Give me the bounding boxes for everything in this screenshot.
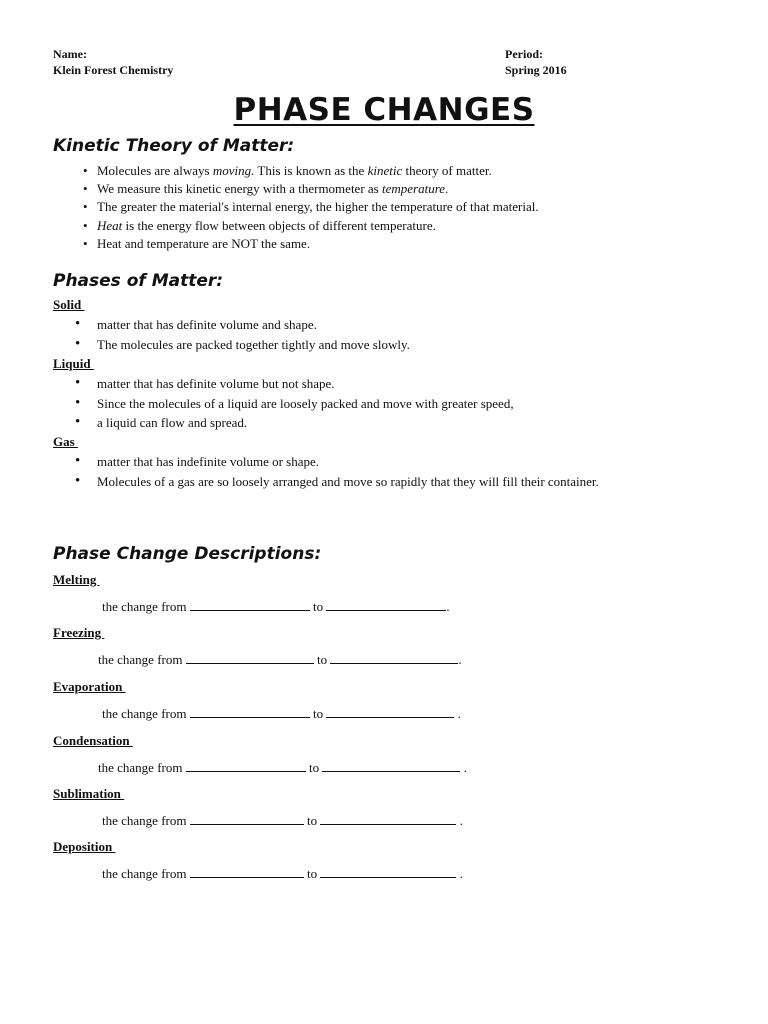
- evaporation-row: [102, 705, 461, 722]
- row-end: .: [460, 760, 467, 775]
- row-text: to: [312, 599, 324, 614]
- text: This is known as the: [254, 163, 368, 178]
- gas-list: [97, 452, 599, 491]
- from-blank[interactable]: [190, 865, 304, 878]
- from-blank[interactable]: [186, 759, 306, 772]
- page-title: PHASE CHANGES: [233, 92, 535, 128]
- text: theory of matter.: [402, 163, 492, 178]
- to-blank[interactable]: [326, 705, 454, 718]
- evaporation-label: Evaporation: [53, 679, 126, 694]
- to-blank[interactable]: [330, 651, 458, 664]
- deposition-label: Deposition: [53, 839, 116, 854]
- solid-list: [97, 315, 410, 354]
- list-item: [97, 162, 539, 180]
- row-text: the change from: [102, 813, 187, 828]
- from-blank[interactable]: [190, 705, 310, 718]
- list-item: [97, 217, 539, 235]
- liquid-list: [97, 374, 514, 433]
- list-item: • a liquid can flow and spread.: [97, 413, 514, 433]
- text: Molecules are always: [97, 163, 213, 178]
- sublimation-row: [102, 812, 463, 829]
- kinetic-theory-heading: Kinetic Theory of Matter:: [53, 136, 295, 156]
- to-blank[interactable]: [320, 865, 456, 878]
- list-item: • Since the molecules of a liquid are loosely packed and move with greater speed,: [97, 394, 514, 414]
- list-item: [97, 180, 539, 198]
- gas-label: Gas: [53, 434, 78, 449]
- to-blank[interactable]: [326, 598, 446, 611]
- period-label: Period:: [505, 47, 543, 61]
- list-item: • matter that has indefinite volume or shape.: [97, 452, 599, 472]
- list-item: • matter that has definite volume but not shape.: [97, 374, 514, 394]
- row-text: to: [316, 652, 328, 667]
- phases-heading: Phases of Matter:: [53, 271, 224, 291]
- emphasis: kinetic: [367, 163, 403, 178]
- row-end: .: [456, 866, 463, 881]
- row-text: the change from: [102, 599, 187, 614]
- list-item: • matter that has definite volume and shape.: [97, 315, 410, 335]
- emphasis: temperature: [381, 181, 446, 197]
- freezing-label: Freezing: [53, 625, 105, 640]
- row-text: the change from: [98, 760, 183, 775]
- descriptions-heading: Phase Change Descriptions:: [53, 544, 322, 564]
- text: is the energy flow between objects of different temperature.: [122, 217, 436, 233]
- sublimation-label: Sublimation: [53, 786, 125, 801]
- class-name: Klein Forest Chemistry: [53, 63, 174, 77]
- list-item: • The molecules are packed together tightly and move slowly.: [97, 335, 410, 355]
- row-text: to: [306, 813, 318, 828]
- liquid-label: Liquid: [53, 356, 94, 371]
- header-right: [505, 46, 567, 78]
- row-text: to: [312, 706, 324, 721]
- deposition-row: [102, 865, 463, 882]
- name-label: Name:: [53, 47, 87, 61]
- row-text: to: [306, 866, 318, 881]
- kinetic-theory-list: [97, 162, 539, 253]
- text: We measure this kinetic energy with a thermometer as: [97, 181, 382, 197]
- freezing-row: [98, 651, 462, 668]
- row-text: to: [308, 760, 320, 775]
- list-item: • The greater the material's internal energy, the higher the temperature of that material.: [97, 198, 539, 216]
- row-text: the change from: [98, 652, 183, 667]
- emphasis: Heat: [97, 217, 123, 233]
- row-end: .: [454, 706, 461, 721]
- row-end: .: [446, 599, 450, 614]
- condensation-row: [98, 759, 467, 776]
- melting-label: Melting: [53, 572, 100, 587]
- from-blank[interactable]: [190, 598, 310, 611]
- emphasis: moving.: [212, 163, 255, 178]
- to-blank[interactable]: [320, 812, 456, 825]
- to-blank[interactable]: [322, 759, 460, 772]
- list-item: • Molecules of a gas are so loosely arranged and move so rapidly that they will fill their container.: [97, 472, 599, 492]
- header-left: [53, 46, 173, 78]
- row-end: .: [458, 652, 462, 667]
- row-end: .: [456, 813, 463, 828]
- solid-label: Solid: [53, 297, 85, 312]
- condensation-label: Condensation: [53, 733, 133, 748]
- row-text: the change from: [102, 866, 187, 881]
- row-text: the change from: [102, 706, 187, 721]
- from-blank[interactable]: [190, 812, 304, 825]
- from-blank[interactable]: [186, 651, 314, 664]
- term: Spring 2016: [505, 63, 567, 77]
- text: .: [445, 181, 449, 197]
- list-item: • Heat and temperature are NOT the same.: [97, 235, 539, 253]
- melting-row: [102, 598, 450, 615]
